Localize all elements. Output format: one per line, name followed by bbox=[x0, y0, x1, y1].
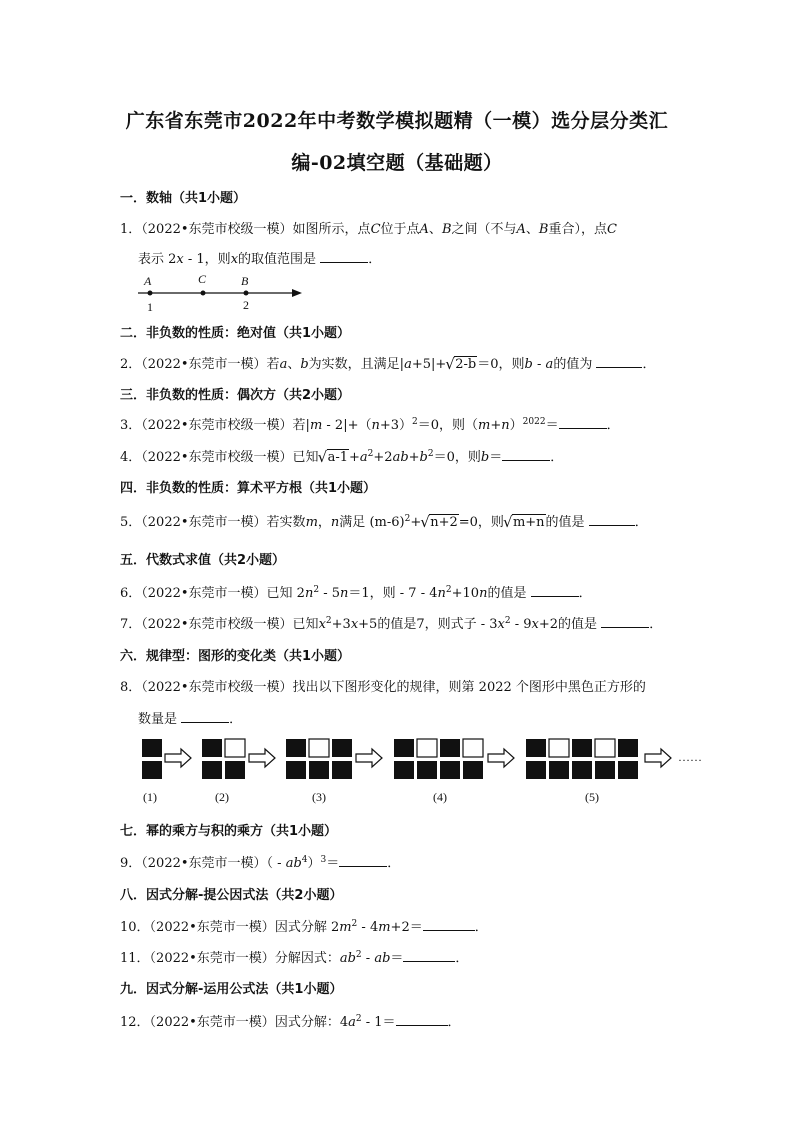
section-heading-1: 一．数轴（共1小题） bbox=[120, 191, 247, 206]
answer-blank-10[interactable] bbox=[423, 918, 475, 931]
pattern-label-3: (3) bbox=[312, 790, 326, 804]
question-10: 10．（2022•东莞市一模）因式分解 $2m^2 - 4m+2=$ ． bbox=[120, 919, 488, 935]
answer-blank-12[interactable] bbox=[396, 1013, 448, 1026]
answer-blank-8[interactable] bbox=[181, 710, 229, 723]
section-heading-5: 五．代数式求值（共2小题） bbox=[120, 553, 286, 568]
section-heading-7: 七．幂的乘方与积的乘方（共1小题） bbox=[120, 824, 338, 839]
question-2: 2．（2022•东莞市一模）若a、b为实数，且满足|a+5|+√ 2-b＝0，则b - a的值为 ． bbox=[120, 353, 655, 372]
answer-blank-1[interactable] bbox=[320, 250, 368, 263]
pattern-2 bbox=[202, 739, 245, 779]
doc-title-line1: 广东省东莞市2022年中考数学模拟题精（一模）选分层分类汇 bbox=[125, 110, 669, 132]
pattern-ellipsis: …… bbox=[678, 750, 702, 764]
axis-label-c: C bbox=[198, 272, 207, 286]
axis-label-b: B bbox=[241, 274, 249, 288]
answer-blank-11[interactable] bbox=[403, 949, 455, 962]
section-heading-2: 二．非负数的性质：绝对值（共1小题） bbox=[120, 326, 351, 341]
question-9: 9．（2022•东莞市一模）（ - $ab^4)^3=$ ． bbox=[120, 855, 401, 871]
pattern-label-1: (1) bbox=[143, 790, 157, 804]
answer-blank-5[interactable] bbox=[589, 513, 635, 526]
answer-blank-4[interactable] bbox=[502, 448, 550, 461]
question-4: 4．（2022•东莞市校级一模）已知√ $a-1+a^2+2ab+b^2=0$，则b＝ ． bbox=[120, 446, 563, 465]
axis-tick-1: 1 bbox=[147, 300, 153, 314]
pattern-1 bbox=[142, 739, 162, 779]
section-heading-9: 九．因式分解-运用公式法（共1小题） bbox=[120, 982, 343, 997]
question-1-line-2: 表示 2x - 1，则x的取值范围是 ． bbox=[138, 252, 382, 267]
question-6: 6．（2022•东莞市一模）已知 $2n^2 - 5n=1$，则 - $7 - 4n^2+10n$的值是 ． bbox=[120, 585, 592, 601]
pattern-figure bbox=[140, 737, 680, 783]
answer-blank-2[interactable] bbox=[596, 355, 642, 368]
question-1-line-1: 1．（2022•东莞市校级一模）如图所示，点C位于点A、B之间（不与A、B重合），点C bbox=[120, 222, 617, 237]
answer-blank-7[interactable] bbox=[601, 615, 649, 628]
point-a bbox=[148, 291, 153, 296]
question-12: 12．（2022•东莞市一模）因式分解：$4a^2 - 1=$ ． bbox=[120, 1014, 461, 1030]
pattern-5 bbox=[526, 739, 638, 779]
question-5: 5．（2022•东莞市一模）若实数m，n满足 $(m-6)^2+√$ n+2=0，则√ m+n的值是 ． bbox=[120, 511, 648, 530]
answer-blank-9[interactable] bbox=[339, 854, 387, 867]
axis-label-a: A bbox=[144, 274, 152, 288]
number-line-figure bbox=[136, 272, 306, 316]
pattern-4 bbox=[394, 739, 483, 779]
section-heading-3: 三．非负数的性质：偶次方（共2小题） bbox=[120, 388, 351, 403]
question-8-line-2: 数量是 ． bbox=[138, 712, 243, 727]
pattern-label-2: (2) bbox=[215, 790, 229, 804]
pattern-label-4: (4) bbox=[433, 790, 447, 804]
question-7: 7．（2022•东莞市校级一模）已知$x^2+3x+5$的值是7，则式子 - $3x^2 - 9x+2$的值是 ． bbox=[120, 616, 663, 632]
section-heading-8: 八．因式分解-提公因式法（共2小题） bbox=[120, 888, 343, 903]
axis-tick-2: 2 bbox=[243, 298, 249, 312]
point-b bbox=[244, 291, 249, 296]
question-3: 3．（2022•东莞市校级一模）若$|m - 2|+(n+3)^2=0$，则$(m+n)^{2022}=$ ． bbox=[120, 417, 620, 433]
answer-blank-3[interactable] bbox=[559, 416, 607, 429]
doc-title-line2: 编-02填空题（基础题） bbox=[291, 152, 503, 174]
question-11: 11．（2022•东莞市一模）分解因式：$ab^2 - ab=$ ． bbox=[120, 950, 469, 966]
section-heading-4: 四．非负数的性质：算术平方根（共1小题） bbox=[120, 481, 377, 496]
pattern-3 bbox=[286, 739, 352, 779]
point-c bbox=[201, 291, 206, 296]
question-8-line-1: 8．（2022•东莞市校级一模）找出以下图形变化的规律，则第 2022 个图形中黑色正方形的 bbox=[120, 680, 646, 695]
answer-blank-6[interactable] bbox=[531, 584, 579, 597]
section-heading-6: 六．规律型：图形的变化类（共1小题） bbox=[120, 649, 351, 664]
pattern-label-5: (5) bbox=[585, 790, 599, 804]
